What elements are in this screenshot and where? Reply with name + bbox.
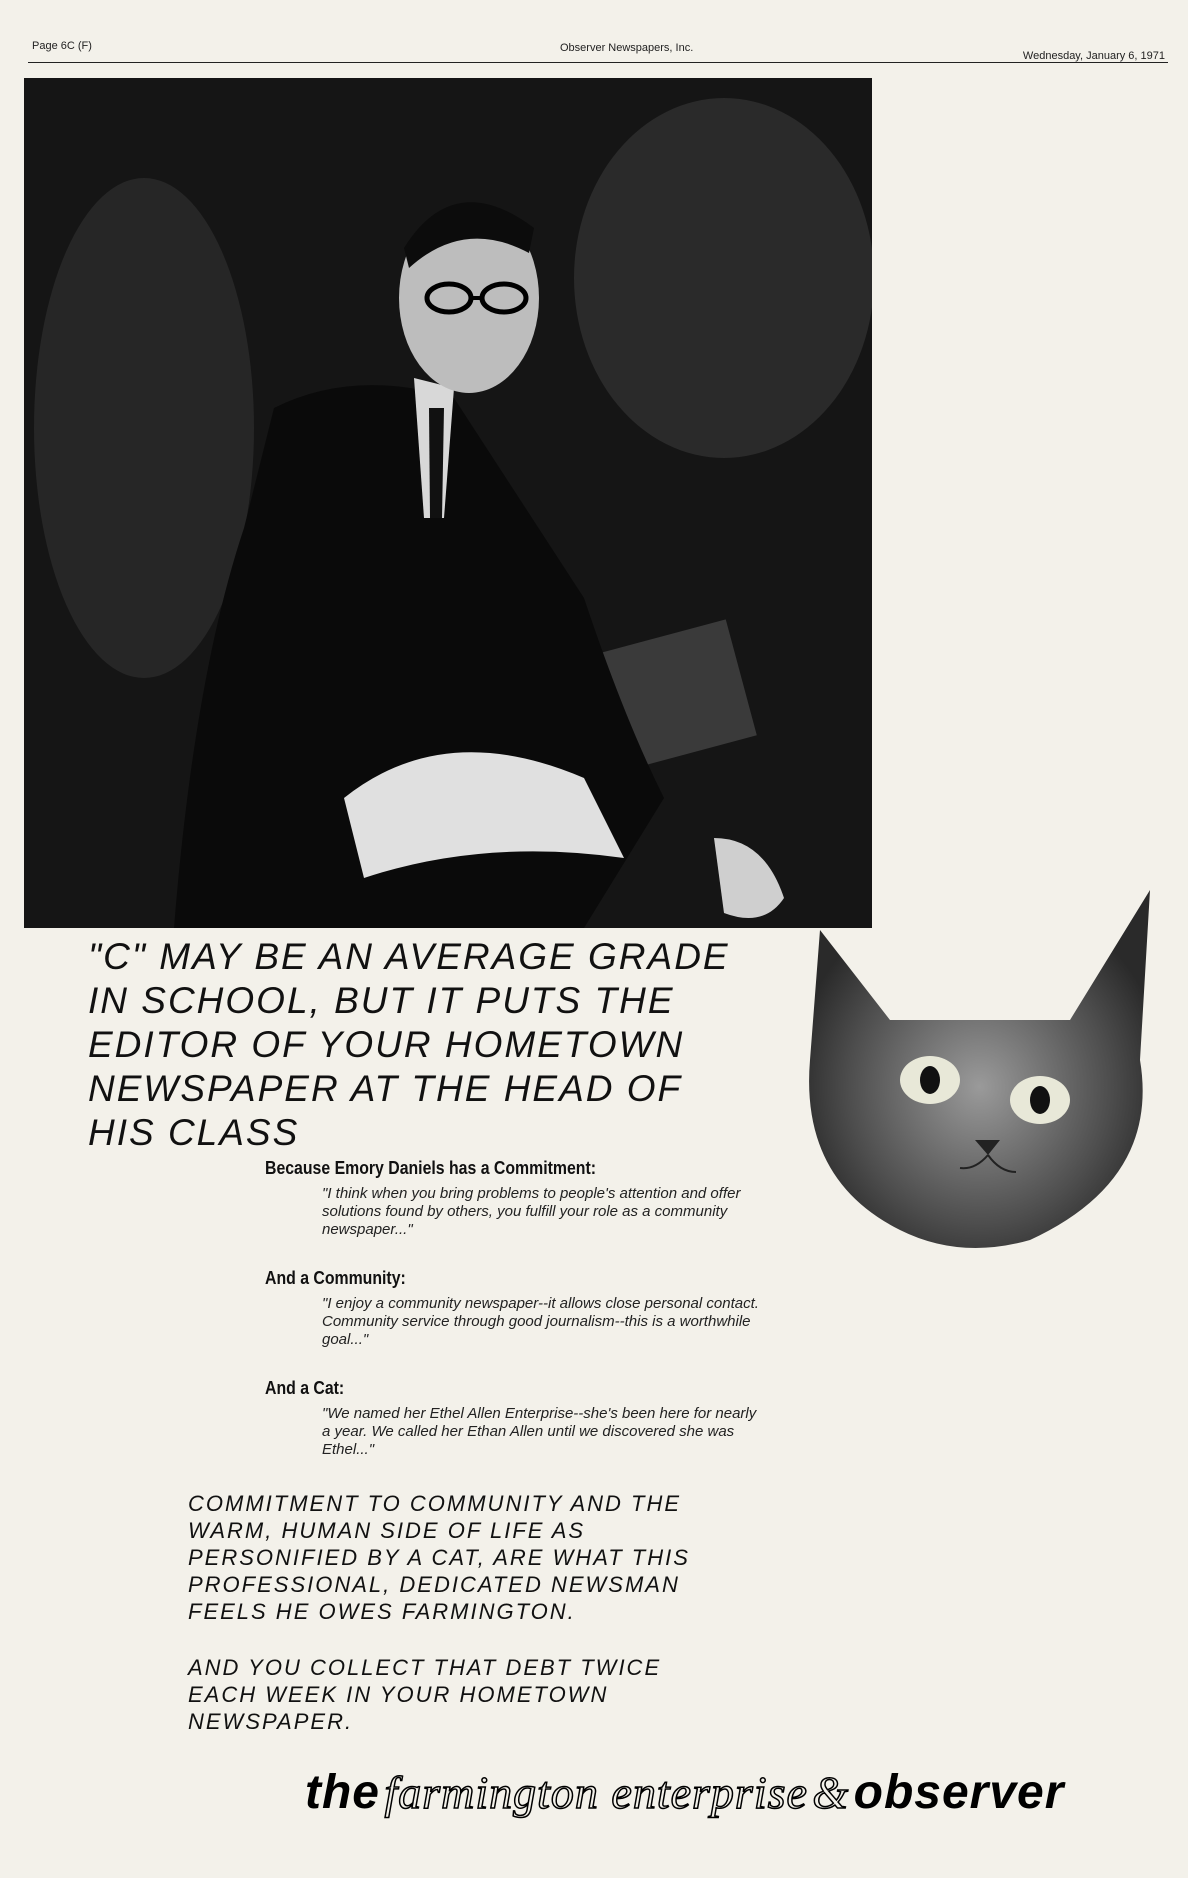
community-section [265, 1268, 765, 1349]
closing-line: EACH WEEK IN YOUR HOMETOWN [188, 1682, 609, 1707]
section-quote: "I enjoy a community newspaper--it allows close personal contact. Community service through good journalism--this is a worthwhile goal..." [322, 1295, 759, 1348]
closing-line: PERSONIFIED BY A CAT, ARE WHAT THIS [188, 1545, 690, 1570]
closing-paragraph-1 [188, 1490, 768, 1625]
section-label: And a Cat: [265, 1378, 345, 1398]
closing-line: NEWSPAPER. [188, 1709, 354, 1734]
section-quote: "We named her Ethel Allen Enterprise--she's been here for nearly a year. We called her Ethan Allen until we discovered she was Ethel..." [322, 1405, 757, 1458]
headline-line: "C" MAY BE AN AVERAGE GRADE [88, 936, 730, 977]
editor-photo [24, 78, 872, 928]
closing-line: FEELS HE OWES FARMINGTON. [188, 1599, 576, 1624]
publisher-name: Observer Newspapers, Inc. [560, 42, 694, 54]
cat-photo [780, 850, 1180, 1260]
headline-line: NEWSPAPER AT THE HEAD OF [88, 1068, 683, 1109]
closing-line: PROFESSIONAL, DEDICATED NEWSMAN [188, 1572, 680, 1597]
section-label: And a Community: [265, 1268, 406, 1288]
section-quote: "I think when you bring problems to people's attention and offer solutions found by others, you fulfill your role as a community newspaper..." [322, 1185, 741, 1238]
issue-date: Wednesday, January 6, 1971 [1022, 50, 1165, 62]
section-label: Because Emory Daniels has a Commitment: [265, 1158, 597, 1178]
closing-line: WARM, HUMAN SIDE OF LIFE AS [188, 1518, 586, 1543]
headline [88, 935, 788, 1155]
masthead-the: the [305, 1766, 380, 1819]
cat-section [265, 1378, 765, 1459]
cat-illustration [780, 850, 1180, 1260]
headline-line: EDITOR OF YOUR HOMETOWN [88, 1024, 685, 1065]
masthead-ampersand: & [812, 1767, 850, 1818]
masthead-observer: observer [853, 1766, 1065, 1819]
headline-line: IN SCHOOL, BUT IT PUTS THE [88, 980, 675, 1021]
header-rule [28, 62, 1168, 63]
newspaper-masthead [305, 1765, 1155, 1825]
masthead-farmington-enterprise: farmington enterprise [384, 1767, 808, 1818]
page-number: Page 6C (F) [32, 40, 92, 52]
closing-line: AND YOU COLLECT THAT DEBT TWICE [188, 1655, 662, 1680]
headline-line: HIS CLASS [88, 1112, 300, 1153]
editor-photo-illustration [24, 78, 872, 928]
closing-line: COMMITMENT TO COMMUNITY AND THE [188, 1491, 682, 1516]
closing-paragraph-2 [188, 1654, 768, 1735]
page-header [30, 36, 1165, 64]
commitment-section [265, 1158, 765, 1239]
